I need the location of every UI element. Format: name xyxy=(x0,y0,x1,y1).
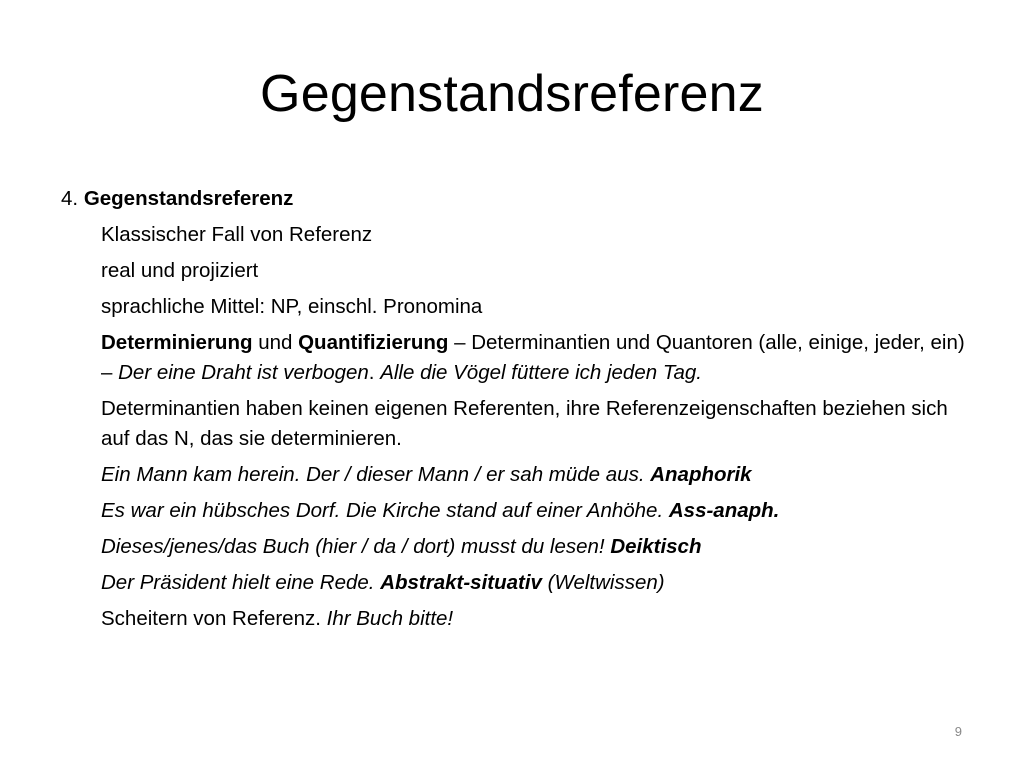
item-text: Klassischer Fall von Referenz xyxy=(101,223,373,246)
list-item xyxy=(101,460,971,490)
item-text: und xyxy=(252,331,299,354)
term-label: Deiktisch xyxy=(610,535,702,558)
slide-content xyxy=(61,184,971,640)
term-determinierung: Determinierung xyxy=(101,331,253,354)
list-item xyxy=(101,328,971,388)
term-label: Ass-anaph. xyxy=(668,499,780,522)
item-text: Determinantien haben keinen eigenen Referenten, ihre Referenzeigenschaften beziehen sich auf das N, das sie determinieren. xyxy=(101,397,948,450)
example-sentence: Ihr Buch bitte! xyxy=(326,607,454,630)
example-note: (Weltwissen) xyxy=(541,571,665,594)
list-item xyxy=(101,256,971,286)
section-number: 4. xyxy=(61,187,79,210)
example-sentence: Alle die Vögel füttere ich jeden Tag. xyxy=(380,361,702,384)
example-sentence: Dieses/jenes/das Buch (hier / da / dort) musst du lesen! xyxy=(101,535,611,558)
example-sentence: Der eine Draht ist verbogen xyxy=(118,361,369,384)
item-text: Scheitern von Referenz. xyxy=(101,607,327,630)
list-item xyxy=(101,496,971,526)
list-item xyxy=(101,568,971,598)
example-sentence: Ein Mann kam herein. Der / dieser Mann / er sah müde aus. xyxy=(101,463,651,486)
example-sentence: Es war ein hübsches Dorf. Die Kirche stand auf einer Anhöhe. xyxy=(101,499,669,522)
section-heading xyxy=(61,184,971,214)
term-quantifizierung: Quantifizierung xyxy=(298,331,449,354)
term-label: Anaphorik xyxy=(650,463,752,486)
list-item xyxy=(101,220,971,250)
list-item xyxy=(101,604,971,634)
slide-title: Gegenstandsreferenz xyxy=(260,65,764,123)
item-text: sprachliche Mittel: NP, einschl. Pronomina xyxy=(101,295,483,318)
item-text: – Determinantien und Quantoren (alle, einige, jeder, ein) – xyxy=(101,331,965,384)
example-sentence: Der Präsident hielt eine Rede. xyxy=(101,571,381,594)
list-item xyxy=(101,292,971,322)
item-text: . xyxy=(368,361,381,384)
item-text: real und projiziert xyxy=(101,259,259,282)
list-item xyxy=(101,532,971,562)
term-label: Abstrakt-situativ xyxy=(380,571,542,594)
list-item xyxy=(101,394,971,454)
section-title: Gegenstandsreferenz xyxy=(83,187,294,210)
page-number: 9 xyxy=(954,724,962,739)
